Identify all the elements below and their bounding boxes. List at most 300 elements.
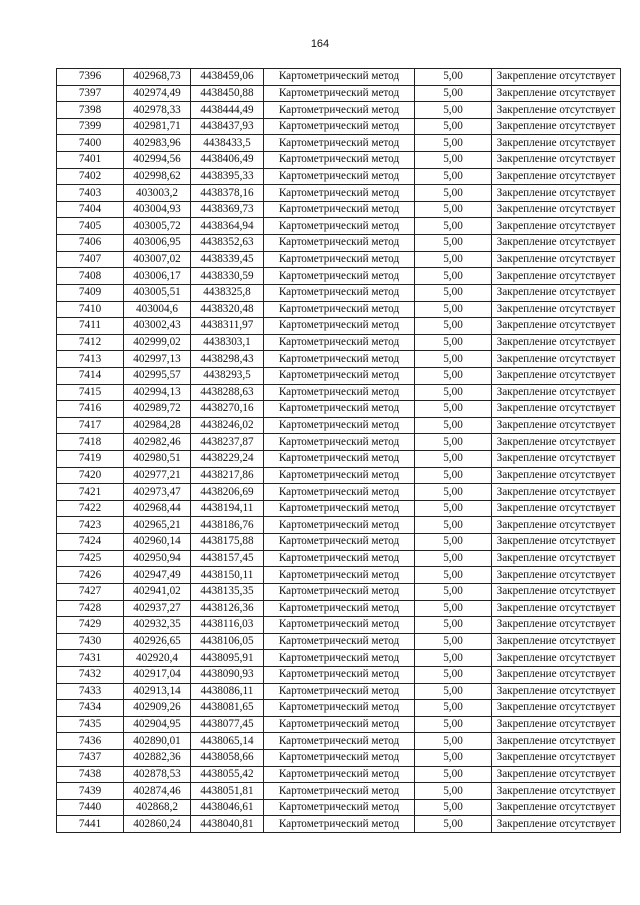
y-coordinate-cell: 4438186,76 (191, 517, 264, 534)
y-coordinate-cell: 4438058,66 (191, 749, 264, 766)
point-number-cell: 7421 (57, 484, 124, 501)
method-cell: Картометрический метод (264, 367, 415, 384)
table-row (57, 567, 621, 584)
method-cell: Картометрический метод (264, 384, 415, 401)
method-cell: Картометрический метод (264, 583, 415, 600)
accuracy-cell: 5,00 (415, 617, 492, 634)
accuracy-cell: 5,00 (415, 766, 492, 783)
point-number-cell: 7423 (57, 517, 124, 534)
accuracy-cell: 5,00 (415, 583, 492, 600)
method-cell: Картометрический метод (264, 816, 415, 833)
fixation-cell: Закрепление отсутствует (492, 716, 621, 733)
point-number-cell: 7414 (57, 367, 124, 384)
accuracy-cell: 5,00 (415, 85, 492, 102)
point-number-cell: 7413 (57, 351, 124, 368)
fixation-cell: Закрепление отсутствует (492, 69, 621, 86)
method-cell: Картометрический метод (264, 700, 415, 717)
x-coordinate-cell: 402882,36 (124, 749, 191, 766)
accuracy-cell: 5,00 (415, 534, 492, 551)
method-cell: Картометрический метод (264, 451, 415, 468)
point-number-cell: 7424 (57, 534, 124, 551)
method-cell: Картометрический метод (264, 102, 415, 119)
method-cell: Картометрический метод (264, 517, 415, 534)
table-row (57, 351, 621, 368)
point-number-cell: 7404 (57, 201, 124, 218)
accuracy-cell: 5,00 (415, 484, 492, 501)
method-cell: Картометрический метод (264, 251, 415, 268)
accuracy-cell: 5,00 (415, 434, 492, 451)
y-coordinate-cell: 4438311,97 (191, 318, 264, 335)
accuracy-cell: 5,00 (415, 451, 492, 468)
point-number-cell: 7399 (57, 118, 124, 135)
table-row (57, 135, 621, 152)
fixation-cell: Закрепление отсутствует (492, 102, 621, 119)
method-cell: Картометрический метод (264, 318, 415, 335)
point-number-cell: 7400 (57, 135, 124, 152)
accuracy-cell: 5,00 (415, 417, 492, 434)
method-cell: Картометрический метод (264, 550, 415, 567)
method-cell: Картометрический метод (264, 666, 415, 683)
y-coordinate-cell: 4438320,48 (191, 301, 264, 318)
point-number-cell: 7396 (57, 69, 124, 86)
fixation-cell: Закрепление отсутствует (492, 367, 621, 384)
fixation-cell: Закрепление отсутствует (492, 268, 621, 285)
table-row (57, 733, 621, 750)
accuracy-cell: 5,00 (415, 749, 492, 766)
fixation-cell: Закрепление отсутствует (492, 185, 621, 202)
accuracy-cell: 5,00 (415, 185, 492, 202)
method-cell: Картометрический метод (264, 783, 415, 800)
point-number-cell: 7429 (57, 617, 124, 634)
accuracy-cell: 5,00 (415, 700, 492, 717)
method-cell: Картометрический метод (264, 567, 415, 584)
table-row (57, 683, 621, 700)
accuracy-cell: 5,00 (415, 733, 492, 750)
x-coordinate-cell: 402997,13 (124, 351, 191, 368)
table-row (57, 268, 621, 285)
accuracy-cell: 5,00 (415, 284, 492, 301)
x-coordinate-cell: 402926,65 (124, 633, 191, 650)
accuracy-cell: 5,00 (415, 268, 492, 285)
table-row (57, 168, 621, 185)
accuracy-cell: 5,00 (415, 351, 492, 368)
point-number-cell: 7426 (57, 567, 124, 584)
method-cell: Картометрический метод (264, 301, 415, 318)
fixation-cell: Закрепление отсутствует (492, 351, 621, 368)
table-row (57, 534, 621, 551)
accuracy-cell: 5,00 (415, 500, 492, 517)
y-coordinate-cell: 4438116,03 (191, 617, 264, 634)
x-coordinate-cell: 402874,46 (124, 783, 191, 800)
method-cell: Картометрический метод (264, 434, 415, 451)
y-coordinate-cell: 4438364,94 (191, 218, 264, 235)
point-number-cell: 7433 (57, 683, 124, 700)
table-row (57, 600, 621, 617)
fixation-cell: Закрепление отсутствует (492, 152, 621, 169)
accuracy-cell: 5,00 (415, 69, 492, 86)
table-row (57, 550, 621, 567)
method-cell: Картометрический метод (264, 617, 415, 634)
accuracy-cell: 5,00 (415, 152, 492, 169)
accuracy-cell: 5,00 (415, 633, 492, 650)
point-number-cell: 7434 (57, 700, 124, 717)
y-coordinate-cell: 4438206,69 (191, 484, 264, 501)
point-number-cell: 7417 (57, 417, 124, 434)
y-coordinate-cell: 4438378,16 (191, 185, 264, 202)
method-cell: Картометрический метод (264, 185, 415, 202)
table-row (57, 716, 621, 733)
method-cell: Картометрический метод (264, 85, 415, 102)
accuracy-cell: 5,00 (415, 567, 492, 584)
y-coordinate-cell: 4438055,42 (191, 766, 264, 783)
fixation-cell: Закрепление отсутствует (492, 251, 621, 268)
y-coordinate-cell: 4438086,11 (191, 683, 264, 700)
y-coordinate-cell: 4438095,91 (191, 650, 264, 667)
point-number-cell: 7418 (57, 434, 124, 451)
y-coordinate-cell: 4438246,02 (191, 417, 264, 434)
table-row (57, 434, 621, 451)
x-coordinate-cell: 403002,43 (124, 318, 191, 335)
method-cell: Картометрический метод (264, 69, 415, 86)
y-coordinate-cell: 4438157,45 (191, 550, 264, 567)
point-number-cell: 7409 (57, 284, 124, 301)
fixation-cell: Закрепление отсутствует (492, 749, 621, 766)
y-coordinate-cell: 4438437,93 (191, 118, 264, 135)
method-cell: Картометрический метод (264, 716, 415, 733)
method-cell: Картометрический метод (264, 650, 415, 667)
x-coordinate-cell: 403006,95 (124, 235, 191, 252)
fixation-cell: Закрепление отсутствует (492, 467, 621, 484)
table-row (57, 766, 621, 783)
accuracy-cell: 5,00 (415, 367, 492, 384)
method-cell: Картометрический метод (264, 268, 415, 285)
fixation-cell: Закрепление отсутствует (492, 633, 621, 650)
method-cell: Картометрический метод (264, 201, 415, 218)
x-coordinate-cell: 402890,01 (124, 733, 191, 750)
y-coordinate-cell: 4438298,43 (191, 351, 264, 368)
table-row (57, 69, 621, 86)
method-cell: Картометрический метод (264, 600, 415, 617)
x-coordinate-cell: 402937,27 (124, 600, 191, 617)
table-row (57, 417, 621, 434)
table-row (57, 367, 621, 384)
accuracy-cell: 5,00 (415, 650, 492, 667)
x-coordinate-cell: 402932,35 (124, 617, 191, 634)
method-cell: Картометрический метод (264, 135, 415, 152)
y-coordinate-cell: 4438433,5 (191, 135, 264, 152)
point-number-cell: 7397 (57, 85, 124, 102)
coordinates-table (56, 68, 621, 833)
method-cell: Картометрический метод (264, 633, 415, 650)
point-number-cell: 7415 (57, 384, 124, 401)
method-cell: Картометрический метод (264, 218, 415, 235)
table-row (57, 85, 621, 102)
fixation-cell: Закрепление отсутствует (492, 816, 621, 833)
accuracy-cell: 5,00 (415, 600, 492, 617)
x-coordinate-cell: 402973,47 (124, 484, 191, 501)
y-coordinate-cell: 4438150,11 (191, 567, 264, 584)
y-coordinate-cell: 4438040,81 (191, 816, 264, 833)
x-coordinate-cell: 402994,56 (124, 152, 191, 169)
fixation-cell: Закрепление отсутствует (492, 517, 621, 534)
fixation-cell: Закрепление отсутствует (492, 484, 621, 501)
method-cell: Картометрический метод (264, 733, 415, 750)
table-row (57, 301, 621, 318)
y-coordinate-cell: 4438444,49 (191, 102, 264, 119)
table-row (57, 633, 621, 650)
method-cell: Картометрический метод (264, 351, 415, 368)
x-coordinate-cell: 402868,2 (124, 799, 191, 816)
accuracy-cell: 5,00 (415, 716, 492, 733)
accuracy-cell: 5,00 (415, 135, 492, 152)
y-coordinate-cell: 4438229,24 (191, 451, 264, 468)
y-coordinate-cell: 4438325,8 (191, 284, 264, 301)
method-cell: Картометрический метод (264, 118, 415, 135)
table-row (57, 152, 621, 169)
table-row (57, 700, 621, 717)
table-row (57, 102, 621, 119)
point-number-cell: 7408 (57, 268, 124, 285)
method-cell: Картометрический метод (264, 334, 415, 351)
x-coordinate-cell: 402989,72 (124, 401, 191, 418)
y-coordinate-cell: 4438288,63 (191, 384, 264, 401)
x-coordinate-cell: 402983,96 (124, 135, 191, 152)
point-number-cell: 7410 (57, 301, 124, 318)
fixation-cell: Закрепление отсутствует (492, 85, 621, 102)
table-row (57, 334, 621, 351)
fixation-cell: Закрепление отсутствует (492, 783, 621, 800)
method-cell: Картометрический метод (264, 534, 415, 551)
table-row (57, 783, 621, 800)
table-row (57, 251, 621, 268)
coordinates-table-body (57, 69, 621, 833)
x-coordinate-cell: 402965,21 (124, 517, 191, 534)
accuracy-cell: 5,00 (415, 683, 492, 700)
x-coordinate-cell: 403005,51 (124, 284, 191, 301)
fixation-cell: Закрепление отсутствует (492, 666, 621, 683)
point-number-cell: 7436 (57, 733, 124, 750)
x-coordinate-cell: 402977,21 (124, 467, 191, 484)
fixation-cell: Закрепление отсутствует (492, 766, 621, 783)
point-number-cell: 7420 (57, 467, 124, 484)
x-coordinate-cell: 402917,04 (124, 666, 191, 683)
table-row (57, 451, 621, 468)
x-coordinate-cell: 402968,44 (124, 500, 191, 517)
point-number-cell: 7406 (57, 235, 124, 252)
accuracy-cell: 5,00 (415, 235, 492, 252)
x-coordinate-cell: 402974,49 (124, 85, 191, 102)
method-cell: Картометрический метод (264, 683, 415, 700)
accuracy-cell: 5,00 (415, 384, 492, 401)
y-coordinate-cell: 4438046,61 (191, 799, 264, 816)
x-coordinate-cell: 402980,51 (124, 451, 191, 468)
point-number-cell: 7402 (57, 168, 124, 185)
x-coordinate-cell: 402913,14 (124, 683, 191, 700)
y-coordinate-cell: 4438270,16 (191, 401, 264, 418)
accuracy-cell: 5,00 (415, 401, 492, 418)
y-coordinate-cell: 4438081,65 (191, 700, 264, 717)
table-row (57, 500, 621, 517)
x-coordinate-cell: 402998,62 (124, 168, 191, 185)
fixation-cell: Закрепление отсутствует (492, 384, 621, 401)
method-cell: Картометрический метод (264, 467, 415, 484)
fixation-cell: Закрепление отсутствует (492, 218, 621, 235)
x-coordinate-cell: 402968,73 (124, 69, 191, 86)
method-cell: Картометрический метод (264, 168, 415, 185)
y-coordinate-cell: 4438175,88 (191, 534, 264, 551)
accuracy-cell: 5,00 (415, 118, 492, 135)
table-row (57, 484, 621, 501)
fixation-cell: Закрепление отсутствует (492, 617, 621, 634)
x-coordinate-cell: 402950,94 (124, 550, 191, 567)
y-coordinate-cell: 4438217,86 (191, 467, 264, 484)
fixation-cell: Закрепление отсутствует (492, 434, 621, 451)
accuracy-cell: 5,00 (415, 517, 492, 534)
x-coordinate-cell: 402860,24 (124, 816, 191, 833)
x-coordinate-cell: 403006,17 (124, 268, 191, 285)
x-coordinate-cell: 403004,6 (124, 301, 191, 318)
fixation-cell: Закрепление отсутствует (492, 135, 621, 152)
x-coordinate-cell: 402941,02 (124, 583, 191, 600)
x-coordinate-cell: 402995,57 (124, 367, 191, 384)
point-number-cell: 7440 (57, 799, 124, 816)
fixation-cell: Закрепление отсутствует (492, 301, 621, 318)
y-coordinate-cell: 4438090,93 (191, 666, 264, 683)
method-cell: Картометрический метод (264, 235, 415, 252)
point-number-cell: 7437 (57, 749, 124, 766)
method-cell: Картометрический метод (264, 799, 415, 816)
fixation-cell: Закрепление отсутствует (492, 650, 621, 667)
x-coordinate-cell: 402984,28 (124, 417, 191, 434)
method-cell: Картометрический метод (264, 766, 415, 783)
accuracy-cell: 5,00 (415, 318, 492, 335)
point-number-cell: 7411 (57, 318, 124, 335)
x-coordinate-cell: 402960,14 (124, 534, 191, 551)
y-coordinate-cell: 4438459,06 (191, 69, 264, 86)
accuracy-cell: 5,00 (415, 168, 492, 185)
x-coordinate-cell: 403007,02 (124, 251, 191, 268)
table-row (57, 401, 621, 418)
table-row (57, 617, 621, 634)
accuracy-cell: 5,00 (415, 467, 492, 484)
y-coordinate-cell: 4438339,45 (191, 251, 264, 268)
fixation-cell: Закрепление отсутствует (492, 534, 621, 551)
point-number-cell: 7441 (57, 816, 124, 833)
accuracy-cell: 5,00 (415, 251, 492, 268)
y-coordinate-cell: 4438065,14 (191, 733, 264, 750)
fixation-cell: Закрепление отсутствует (492, 417, 621, 434)
fixation-cell: Закрепление отсутствует (492, 451, 621, 468)
point-number-cell: 7407 (57, 251, 124, 268)
table-row (57, 467, 621, 484)
fixation-cell: Закрепление отсутствует (492, 284, 621, 301)
fixation-cell: Закрепление отсутствует (492, 318, 621, 335)
y-coordinate-cell: 4438369,73 (191, 201, 264, 218)
table-row (57, 666, 621, 683)
point-number-cell: 7428 (57, 600, 124, 617)
x-coordinate-cell: 402981,71 (124, 118, 191, 135)
fixation-cell: Закрепление отсутствует (492, 118, 621, 135)
table-row (57, 218, 621, 235)
point-number-cell: 7431 (57, 650, 124, 667)
point-number-cell: 7430 (57, 633, 124, 650)
x-coordinate-cell: 402994,13 (124, 384, 191, 401)
accuracy-cell: 5,00 (415, 783, 492, 800)
method-cell: Картометрический метод (264, 749, 415, 766)
y-coordinate-cell: 4438395,33 (191, 168, 264, 185)
fixation-cell: Закрепление отсутствует (492, 583, 621, 600)
x-coordinate-cell: 402947,49 (124, 567, 191, 584)
fixation-cell: Закрепление отсутствует (492, 683, 621, 700)
point-number-cell: 7439 (57, 783, 124, 800)
fixation-cell: Закрепление отсутствует (492, 500, 621, 517)
x-coordinate-cell: 402904,95 (124, 716, 191, 733)
x-coordinate-cell: 402878,53 (124, 766, 191, 783)
y-coordinate-cell: 4438077,45 (191, 716, 264, 733)
y-coordinate-cell: 4438135,35 (191, 583, 264, 600)
y-coordinate-cell: 4438106,05 (191, 633, 264, 650)
table-row (57, 118, 621, 135)
fixation-cell: Закрепление отсутствует (492, 799, 621, 816)
table-row (57, 517, 621, 534)
x-coordinate-cell: 402978,33 (124, 102, 191, 119)
method-cell: Картометрический метод (264, 484, 415, 501)
y-coordinate-cell: 4438293,5 (191, 367, 264, 384)
table-row (57, 583, 621, 600)
table-row (57, 816, 621, 833)
point-number-cell: 7416 (57, 401, 124, 418)
table-row (57, 749, 621, 766)
x-coordinate-cell: 403004,93 (124, 201, 191, 218)
point-number-cell: 7422 (57, 500, 124, 517)
x-coordinate-cell: 402920,4 (124, 650, 191, 667)
table-row (57, 799, 621, 816)
table-row (57, 650, 621, 667)
y-coordinate-cell: 4438352,63 (191, 235, 264, 252)
fixation-cell: Закрепление отсутствует (492, 235, 621, 252)
accuracy-cell: 5,00 (415, 301, 492, 318)
accuracy-cell: 5,00 (415, 218, 492, 235)
x-coordinate-cell: 402909,26 (124, 700, 191, 717)
x-coordinate-cell: 403003,2 (124, 185, 191, 202)
accuracy-cell: 5,00 (415, 816, 492, 833)
fixation-cell: Закрепление отсутствует (492, 700, 621, 717)
fixation-cell: Закрепление отсутствует (492, 550, 621, 567)
accuracy-cell: 5,00 (415, 550, 492, 567)
point-number-cell: 7401 (57, 152, 124, 169)
table-row (57, 384, 621, 401)
fixation-cell: Закрепление отсутствует (492, 600, 621, 617)
y-coordinate-cell: 4438126,36 (191, 600, 264, 617)
x-coordinate-cell: 402982,46 (124, 434, 191, 451)
table-row (57, 235, 621, 252)
method-cell: Картометрический метод (264, 152, 415, 169)
fixation-cell: Закрепление отсутствует (492, 733, 621, 750)
fixation-cell: Закрепление отсутствует (492, 201, 621, 218)
method-cell: Картометрический метод (264, 284, 415, 301)
y-coordinate-cell: 4438051,81 (191, 783, 264, 800)
point-number-cell: 7425 (57, 550, 124, 567)
accuracy-cell: 5,00 (415, 666, 492, 683)
table-row (57, 284, 621, 301)
point-number-cell: 7412 (57, 334, 124, 351)
table-row (57, 201, 621, 218)
accuracy-cell: 5,00 (415, 102, 492, 119)
fixation-cell: Закрепление отсутствует (492, 401, 621, 418)
accuracy-cell: 5,00 (415, 201, 492, 218)
point-number-cell: 7432 (57, 666, 124, 683)
method-cell: Картометрический метод (264, 401, 415, 418)
